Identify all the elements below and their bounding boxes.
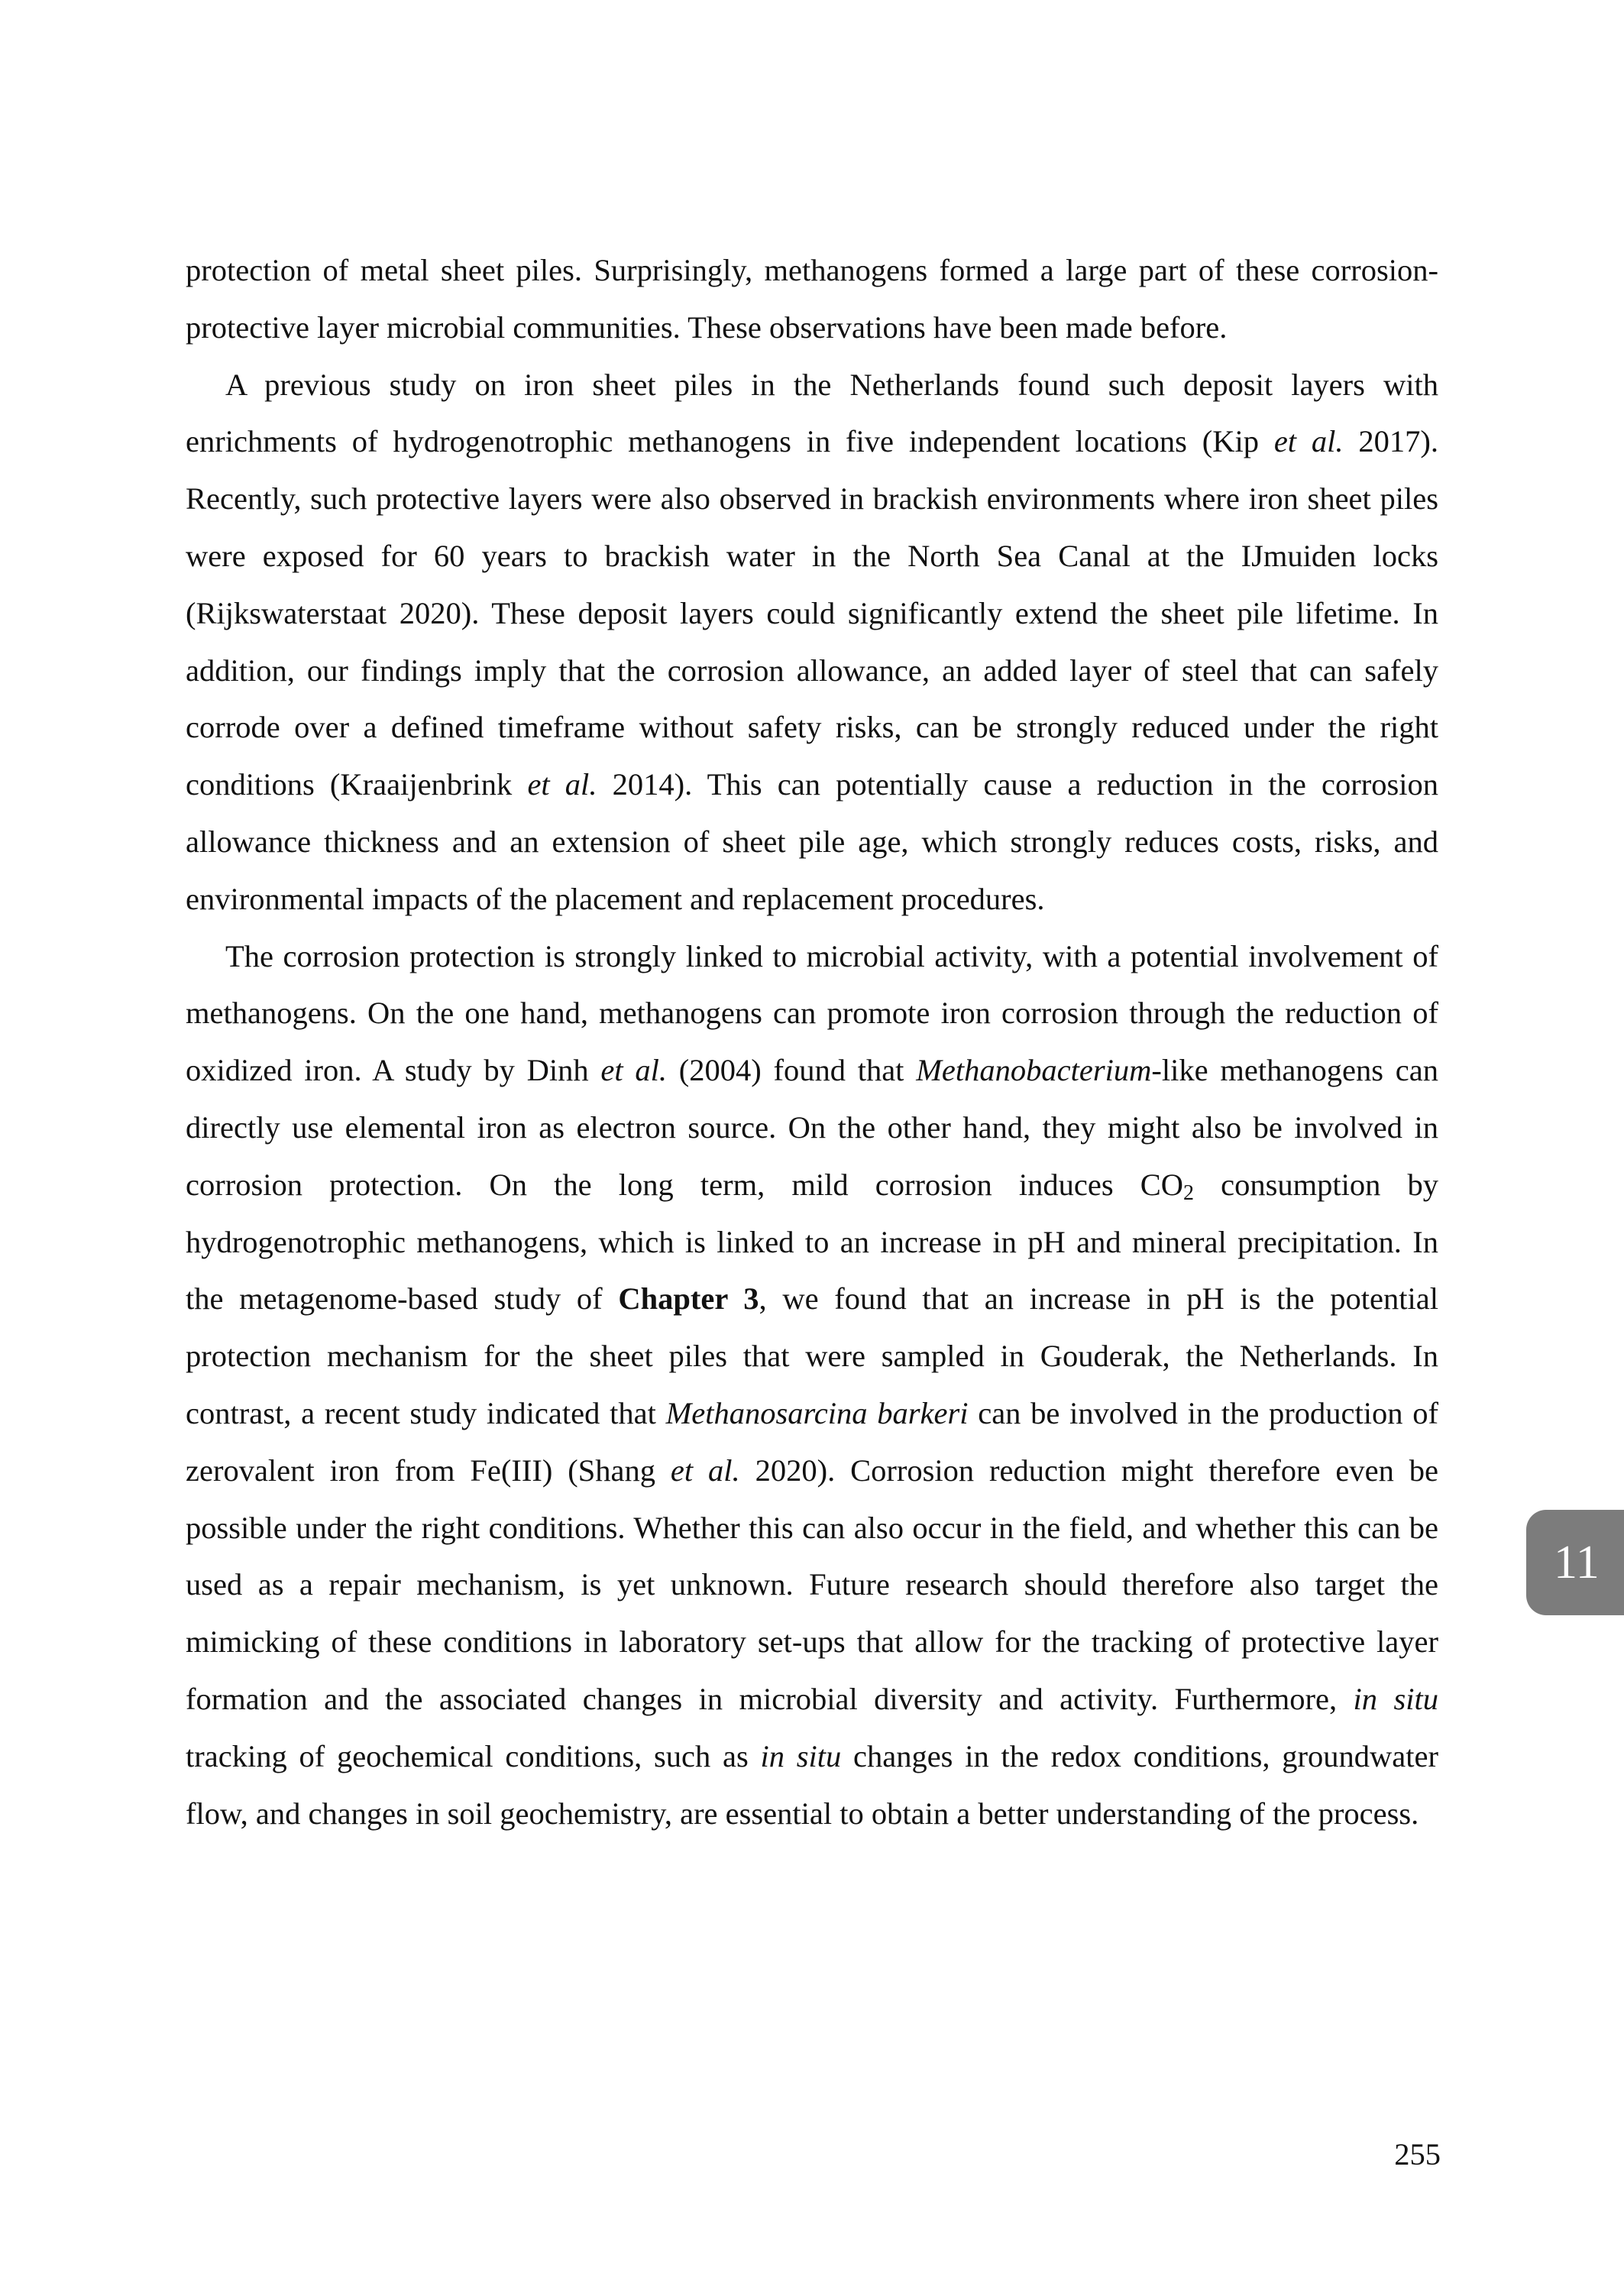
in-situ-term: in situ (1353, 1681, 1438, 1716)
chapter-reference: Chapter 3 (618, 1281, 759, 1317)
citation-et-al: et al. (1273, 424, 1344, 459)
citation-et-al: et al. (527, 767, 597, 802)
page-number: 255 (1394, 2137, 1441, 2172)
paragraph-3-text-b: (2004) found that (666, 1053, 917, 1088)
species-name: Methanosarcina barkeri (665, 1395, 969, 1430)
paragraph-3-text-f: can be involved in the production of zerovalent iron from Fe(III) (Shang (186, 1395, 1438, 1488)
subscript-2: 2 (1182, 1181, 1194, 1205)
paragraph-2 (186, 357, 1438, 928)
chapter-tab (1526, 1510, 1624, 1615)
paragraph-2-text-a: A previous study on iron sheet piles in the Netherlands found such deposit layers with enrichments of hydrogenotrophic methanogens in five independent locations (Kip (186, 367, 1438, 459)
paragraph-3-text-e: , we found that an increase in pH is the potential protection mechanism for the sheet piles that were sampled in Gouderak, the Netherlands. In contrast, a recent study indicated that (186, 1281, 1438, 1430)
citation-et-al: et al. (670, 1453, 740, 1488)
paragraph-2-text-b: 2017). Recently, such protective layers were also observed in brackish environments where iron sheet piles were exposed for 60 years to brackish water in the North Sea Canal at the IJmuiden locks (Rijkswaterstaat 2020). These deposit layers could significantly extend the sheet pile lifetime. In addition, our findings imply that the corrosion allowance, an added layer of steel that can safely corrode over a defined timeframe without safety risks, can be strongly reduced under the right conditions (Kraaijenbrink (186, 424, 1438, 802)
paragraph-3-text-g: 2020). Corrosion reduction might therefore even be possible under the right conditions. Whether this can also occur in the field, and whether this can be used as a repair mechanism, is yet unknown. Future research should therefore also target the mimicking of these conditions in laboratory set-ups that allow for the tracking of protective layer formation and the associated changes in microbial diversity and activity. Furthermore, (186, 1453, 1438, 1716)
paragraph-3-text-a: The corrosion protection is strongly linked to microbial activity, with a potential involvement of methanogens. On the one hand, methanogens can promote iron corrosion through the reduction of oxidized iron. A study by Dinh (186, 938, 1438, 1088)
in-situ-term: in situ (760, 1738, 842, 1773)
paragraph-3-text-d: consumption by hydrogenotrophic methanogens, which is linked to an increase in pH and mineral precipitation. In the metagenome-based study of (186, 1167, 1438, 1317)
genus-name: Methanobacterium (916, 1053, 1152, 1088)
paragraph-3-text-h: tracking of geochemical conditions, such as (186, 1738, 761, 1773)
paragraph-2-text-c: 2014). This can potentially cause a reduction in the corrosion allowance thickness and an extension of sheet pile age, which strongly reduces costs, risks, and environmental impacts of the placement and replacement procedures. (186, 767, 1439, 916)
body-text (186, 242, 1438, 1842)
paragraph-1 (186, 242, 1438, 357)
citation-et-al: et al. (600, 1053, 667, 1088)
paragraph-1-text: protection of metal sheet piles. Surprisingly, methanogens formed a large part of these corrosion-protective layer microbial communities. These observations have been made before. (186, 253, 1438, 345)
paragraph-3 (186, 928, 1438, 1843)
chapter-tab-number: 11 (1554, 1537, 1600, 1589)
paragraph-3-text-i: changes in the redox conditions, groundwater flow, and changes in soil geochemistry, are essential to obtain a better understanding of the process. (186, 1738, 1438, 1831)
paragraph-3-text-c: -like methanogens can directly use elemental iron as electron source. On the other hand, they might also be involved in corrosion protection. On the long term, mild corrosion induces CO (186, 1053, 1438, 1202)
